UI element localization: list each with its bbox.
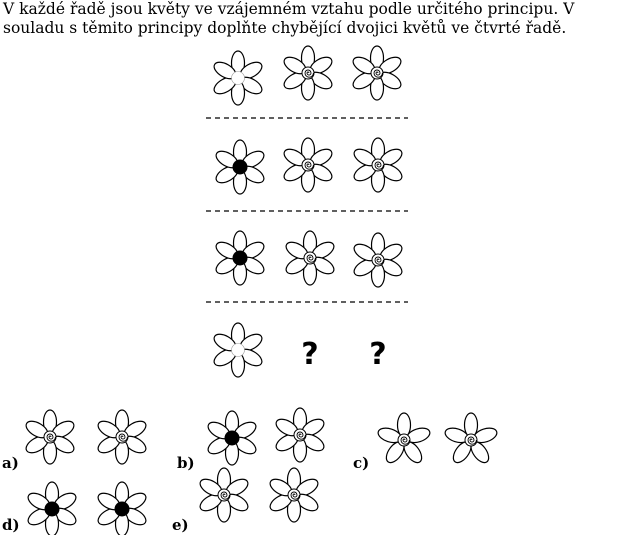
flower-spiral-center bbox=[283, 231, 336, 285]
flower-spiral-center bbox=[95, 410, 148, 464]
option-b[interactable] bbox=[177, 408, 327, 472]
flower-black-center bbox=[213, 231, 266, 285]
flower-black-center bbox=[213, 140, 266, 194]
flower-spiral-center bbox=[281, 138, 334, 192]
flower-empty-center bbox=[211, 51, 264, 105]
option-label: c) bbox=[353, 454, 370, 472]
option-label: a) bbox=[2, 454, 19, 472]
row-1 bbox=[211, 46, 403, 105]
option-c[interactable] bbox=[353, 413, 499, 472]
row-4 bbox=[211, 323, 386, 377]
flower-black-center bbox=[95, 482, 148, 535]
option-label: b) bbox=[177, 454, 195, 472]
row-3 bbox=[213, 231, 404, 287]
option-e[interactable] bbox=[172, 468, 321, 534]
flower-spiral-center bbox=[197, 468, 250, 522]
flower-spiral-center bbox=[376, 413, 431, 466]
flower-empty-center bbox=[211, 323, 264, 377]
row-2 bbox=[213, 138, 404, 194]
flower-spiral-center bbox=[350, 46, 403, 100]
question-text: V každé řadě jsou květy ve vzájemném vztahu podle určitého principu. V souladu s těmito principy doplňte chybějící dvojici květů ve čtvrté řadě. bbox=[3, 0, 575, 37]
flower-spiral-center bbox=[443, 413, 498, 466]
flower-spiral-center bbox=[23, 410, 76, 464]
flower-spiral-center bbox=[267, 468, 320, 522]
flower-spiral-center bbox=[281, 46, 334, 100]
option-label: e) bbox=[172, 516, 189, 534]
flower-black-center bbox=[205, 411, 258, 465]
flower-black-center bbox=[25, 482, 78, 535]
flower-spiral-center bbox=[273, 408, 326, 462]
question-mark: ? bbox=[301, 337, 319, 372]
question-mark: ? bbox=[369, 337, 387, 372]
option-label: d) bbox=[2, 516, 20, 534]
flower-spiral-center bbox=[351, 138, 404, 192]
option-d[interactable] bbox=[2, 482, 149, 535]
flower-spiral-center bbox=[351, 233, 404, 287]
option-a[interactable] bbox=[2, 410, 149, 472]
